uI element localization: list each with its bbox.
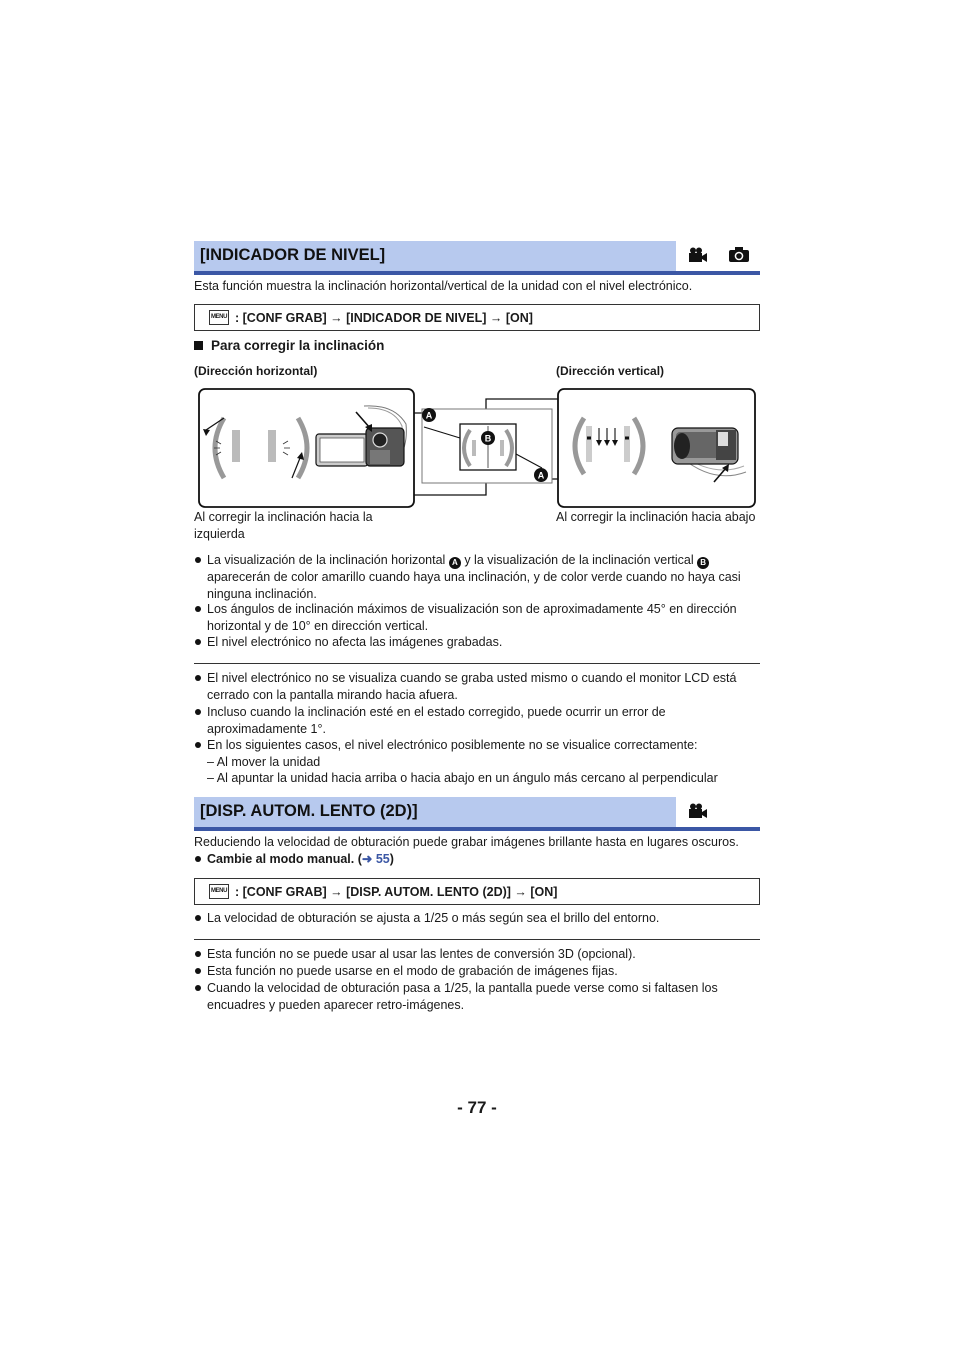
marker-a-label-2: A [537, 470, 545, 481]
photo-camera-icon [728, 246, 750, 263]
section-header-bar [194, 797, 676, 827]
menu-path-box [194, 304, 760, 331]
bullet1-part1: La visualización de la inclinación horizontal [207, 553, 446, 567]
note-error [194, 704, 760, 737]
square-bullet-icon [194, 341, 203, 350]
bullet-level-colors [194, 552, 760, 602]
note1-text: El nivel electrónico no se visualiza cuando se graba usted mismo o cuando el monitor LCD está cerrado con la pantalla mirando hacia afuera. [207, 671, 737, 702]
section1-intro: Esta función muestra la inclinación horizontal/vertical de la unidad con el nivel electrónico. [194, 279, 693, 293]
section-title: [DISP. AUTOM. LENTO (2D)] [200, 802, 418, 820]
manual-mode-note [194, 851, 760, 868]
note-not-displayed [194, 670, 760, 703]
manual-mode-close: ) [389, 852, 394, 866]
bullet3-text: El nivel electrónico no afecta las imágenes grabadas. [207, 635, 503, 649]
bullet-max-angles [194, 601, 760, 634]
section-title: [INDICADOR DE NIVEL] [200, 246, 386, 264]
bullet-dot-icon [195, 742, 201, 748]
bullet-dot-icon [195, 606, 201, 612]
section-header-level-indicator [194, 241, 760, 275]
section2-note2: Esta función no puede usarse en el modo de grabación de imágenes fijas. [207, 964, 618, 978]
note-cases [194, 737, 760, 754]
subheading [194, 338, 384, 353]
bullet-dot-icon [195, 968, 201, 974]
bullet-dot-icon [195, 856, 201, 862]
bullet1-part3: aparecerán de color amarillo cuando haya una inclinación, y de color verde cuando no haya casi ninguna inclinación. [207, 570, 741, 601]
page-reference-link[interactable]: ➜ 55 [361, 852, 390, 866]
marker-a-label: A [425, 410, 433, 421]
dash-item-moving: – Al mover la unidad [207, 755, 321, 769]
label-vertical: (Dirección vertical) [556, 364, 665, 378]
menu-path-box-2 [194, 878, 760, 905]
bullet-dot-icon [195, 951, 201, 957]
bullet-dot-icon [195, 639, 201, 645]
subheading-text: Para corregir la inclinación [211, 338, 385, 353]
caption-left: Al corregir la inclinación hacia la izquierda [194, 510, 373, 541]
video-camera-icon [688, 247, 708, 263]
section-header-slow-shutter [194, 797, 760, 831]
bullet-dot-icon [195, 709, 201, 715]
bullet-dot-icon [195, 675, 201, 681]
bullet-dot-icon [195, 557, 201, 563]
bullet-dot-icon [195, 915, 201, 921]
video-camera-icon [688, 803, 708, 819]
section2-note3: Cuando la velocidad de obturación pasa a 1/25, la pantalla puede verse como si faltasen los encuadres y pueden aparecer retro-imágenes. [207, 981, 718, 1012]
bullet-shutter-speed [194, 910, 760, 927]
marker-a-badge: A [449, 557, 461, 569]
menu-icon: MENU [209, 310, 229, 325]
bullet-dot-icon [195, 985, 201, 991]
note-3d-lens [194, 946, 760, 963]
note2-text: Incluso cuando la inclinación esté en el estado corregido, puede ocurrir un error de aproximadamente 1°. [207, 705, 666, 736]
menu-path: : [CONF GRAB] → [DISP. AUTOM. LENTO (2D)] → [ON] [235, 885, 558, 899]
manual-mode-text: Cambie al modo manual. ( [207, 852, 362, 866]
bullet2-text: Los ángulos de inclinación máximos de visualización son de aproximadamente 45° en dirección horizontal y de 10° en dirección vertical. [207, 602, 737, 633]
note-still-mode [194, 963, 760, 980]
marker-b-label: B [484, 433, 492, 444]
menu-path: : [CONF GRAB] → [INDICADOR DE NIVEL] → [ON] [235, 311, 533, 325]
marker-b-badge: B [697, 557, 709, 569]
bullet-no-effect [194, 634, 760, 651]
page-number: - 77 - [457, 1098, 497, 1117]
level-indicator-illustration [194, 384, 760, 512]
bullet1-part2: y la visualización de la inclinación vertical [464, 553, 694, 567]
divider [194, 663, 760, 664]
divider [194, 939, 760, 940]
section2-bullet1: La velocidad de obturación se ajusta a 1/25 o más según sea el brillo del entorno. [207, 911, 660, 925]
note-frames [194, 980, 760, 1013]
note3-text: En los siguientes casos, el nivel electrónico posiblemente no se visualice correctamente: [207, 738, 698, 752]
section2-intro: Reduciendo la velocidad de obturación puede grabar imágenes brillante hasta en lugares oscuros. [194, 835, 739, 849]
section-header-bar [194, 241, 676, 271]
label-horizontal: (Dirección horizontal) [194, 364, 318, 378]
menu-icon: MENU [209, 884, 229, 899]
caption-right: Al corregir la inclinación hacia abajo [556, 510, 756, 524]
section2-note1: Esta función no se puede usar al usar las lentes de conversión 3D (opcional). [207, 947, 636, 961]
dash-item-perpendicular: – Al apuntar la unidad hacia arriba o hacia abajo en un ángulo más cercano al perpendicular [207, 771, 718, 785]
